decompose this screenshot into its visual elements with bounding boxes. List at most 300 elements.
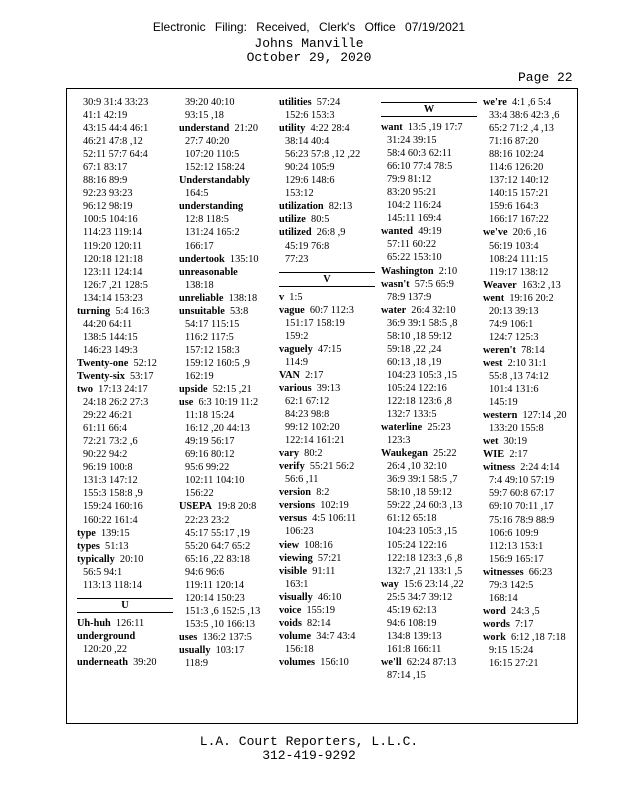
- index-citations: 139:15: [95, 527, 130, 539]
- index-continuation: 138:18: [185, 279, 214, 291]
- index-continuation: 107:20 110:5: [185, 149, 240, 161]
- index-continuation: 122:18 123:3 ,6 ,8: [387, 552, 463, 564]
- index-continuation: 96:12 98:19: [83, 201, 133, 213]
- index-continuation: 88:16 89:9: [83, 175, 128, 187]
- index-entry: [279, 539, 375, 552]
- index-citations: 163:2 ,13: [516, 279, 561, 291]
- index-word: western: [483, 410, 518, 422]
- filing-stamp: Electronic Filing: Received, Clerk's Office 07/19/2021: [152, 20, 466, 34]
- index-continuation: 106:6 109:9: [489, 527, 539, 539]
- index-continuation: 140:15 157:21: [489, 188, 549, 200]
- index-word: water: [381, 304, 407, 316]
- index-citations: 103:17: [210, 644, 245, 656]
- index-entry: [381, 304, 477, 317]
- index-continuation: 24:18 26:2 27:3: [83, 397, 149, 409]
- index-word: Uh-huh: [77, 617, 111, 629]
- index-word: volumes: [279, 656, 316, 668]
- index-word: vague: [279, 304, 305, 316]
- index-word: waterline: [381, 422, 423, 434]
- index-word: underneath: [77, 656, 128, 668]
- index-word: utilization: [279, 201, 324, 213]
- index-continuation: 157:12 158:3: [185, 344, 240, 356]
- index-word: utility: [279, 123, 306, 135]
- index-word: west: [483, 357, 503, 369]
- index-continuation: 156:22: [185, 488, 214, 500]
- index-word: type: [77, 527, 96, 539]
- index-citations: 2:17: [504, 449, 528, 461]
- index-continuation: 114:23 119:14: [83, 227, 143, 239]
- index-continuation: 94:6 108:19: [387, 617, 437, 629]
- index-continuation: 55:20 64:7 65:2: [185, 540, 251, 552]
- index-continuation: 132:7 ,21 133:1 ,5: [387, 565, 463, 577]
- index-continuation: 45:19 76:8: [285, 240, 330, 252]
- index-entry: [179, 396, 275, 409]
- index-entry: [381, 578, 477, 591]
- index-word: Twenty-six: [77, 370, 125, 382]
- index-entry: [279, 304, 375, 317]
- index-column-3: [279, 96, 375, 669]
- index-continuation: 161:8 166:11: [387, 643, 442, 655]
- index-word: uses: [179, 631, 198, 643]
- index-word: typically: [77, 553, 115, 565]
- index-continuation: 168:14: [489, 592, 518, 604]
- index-citations: 25:22: [427, 448, 457, 460]
- index-entry: [279, 512, 375, 525]
- index-continuation: 164:5: [185, 188, 209, 200]
- index-word: we're: [483, 97, 507, 108]
- index-entry: [279, 226, 375, 239]
- index-entry: [279, 447, 375, 460]
- index-citations: 30:19: [498, 436, 528, 448]
- index-entry: [179, 292, 275, 305]
- index-continuation: 120:18 121:18: [83, 253, 143, 265]
- index-word: verify: [279, 461, 305, 473]
- index-word: we'll: [381, 656, 402, 668]
- index-continuation: 12:8 118:5: [185, 214, 229, 226]
- page-number: Page 22: [518, 70, 573, 85]
- index-citations: 39:20: [127, 656, 157, 668]
- index-continuation: 16:12 ,20 44:13: [185, 423, 250, 435]
- index-word: witness: [483, 462, 516, 474]
- index-citations: 2:10 31:1: [502, 357, 547, 369]
- index-continuation: 69:10 70:11 ,17: [489, 501, 554, 513]
- index-word: wasn't: [381, 278, 410, 290]
- index-continuation: 43:15 44:4 46:1: [83, 123, 149, 135]
- index-continuation: 104:2 116:24: [387, 200, 442, 212]
- index-continuation: 151:17 158:19: [285, 317, 345, 329]
- document-date: October 29, 2020: [246, 50, 372, 65]
- index-entry: [179, 644, 275, 657]
- index-entry: [279, 96, 375, 109]
- index-continuation: 90:22 94:2: [83, 449, 128, 461]
- index-continuation: 156:18: [285, 643, 314, 655]
- index-continuation: 30:9 31:4 33:23: [83, 97, 149, 108]
- index-column-4: [381, 96, 477, 682]
- index-continuation: 33:4 38:6 42:3 ,6: [489, 110, 560, 122]
- index-citations: 46:10: [312, 591, 342, 603]
- index-entry: [179, 174, 275, 187]
- index-word: word: [483, 605, 506, 617]
- footer-phone: 312-419-9292: [262, 748, 356, 763]
- index-continuation: 56:6 ,11: [285, 474, 319, 486]
- index-continuation: 92:23 93:23: [83, 188, 133, 200]
- index-continuation: 58:4 60:3 62:11: [387, 148, 452, 160]
- index-continuation: 112:13 153:1: [489, 540, 544, 552]
- index-continuation: 126:7 ,21 128:5: [83, 279, 148, 291]
- index-entry: [77, 617, 173, 630]
- index-citations: 2:17: [299, 369, 324, 381]
- index-word: wet: [483, 436, 499, 448]
- index-column-1: [77, 96, 173, 669]
- index-word: unsuitable: [179, 305, 225, 317]
- index-entry: [483, 448, 579, 461]
- index-continuation: 155:3 158:8 ,9: [83, 488, 143, 500]
- index-word: understand: [179, 123, 230, 135]
- index-word: utilized: [279, 227, 312, 239]
- index-entry: [179, 253, 275, 266]
- index-word: visible: [279, 565, 308, 577]
- index-continuation: 132:7 133:5: [387, 409, 437, 421]
- index-continuation: 78:9 137:9: [387, 291, 432, 303]
- index-entry: [279, 382, 375, 395]
- index-entry: [483, 279, 579, 292]
- index-citations: 2:10: [433, 265, 458, 277]
- index-citations: 51:13: [99, 540, 129, 552]
- index-citations: 80:2: [299, 448, 323, 460]
- index-continuation: 134:14 153:23: [83, 292, 143, 304]
- index-continuation: 153:12: [285, 188, 314, 200]
- index-continuation: 119:20 120:11: [83, 240, 143, 252]
- index-continuation: 7:4 49:10 57:19: [489, 475, 555, 487]
- index-citations: 53:8: [224, 305, 249, 317]
- index-continuation: 133:20 155:8: [489, 423, 544, 435]
- index-entry: [77, 383, 173, 396]
- index-continuation: 145:11 169:4: [387, 213, 442, 225]
- index-continuation: 54:17 115:15: [185, 318, 240, 330]
- index-word: USEPA: [179, 501, 212, 513]
- index-continuation: 152:6 153:3: [285, 110, 335, 122]
- index-citations: 17:13 24:17: [93, 384, 148, 396]
- index-word: voice: [279, 604, 302, 616]
- index-citations: 60:7 112:3: [304, 304, 354, 316]
- index-word: utilities: [279, 97, 312, 108]
- index-continuation: 105:24 122:16: [387, 539, 447, 551]
- index-citations: 52:15 ,21: [207, 384, 252, 396]
- index-continuation: 137:12 140:12: [489, 175, 549, 187]
- index-continuation: 45:17 55:17 ,19: [185, 527, 250, 539]
- index-continuation: 104:23 105:3 ,15: [387, 369, 458, 381]
- index-citations: 155:19: [301, 604, 336, 616]
- index-citations: 47:15: [312, 343, 342, 355]
- index-continuation: 159:2: [285, 330, 309, 342]
- index-entry: [279, 630, 375, 643]
- index-word: Waukegan: [381, 448, 428, 460]
- index-citations: 1:5: [284, 291, 303, 303]
- index-entry: [381, 656, 477, 669]
- index-word: weren't: [483, 344, 516, 356]
- index-continuation: 67:1 83:17: [83, 162, 128, 174]
- index-entry: [179, 383, 275, 396]
- index-entry: [77, 370, 173, 383]
- index-word: version: [279, 487, 312, 499]
- index-word: voids: [279, 617, 302, 629]
- index-word: words: [483, 618, 510, 630]
- index-citations: 62:24 87:13: [401, 656, 457, 668]
- index-continuation: 57:11 60:22: [387, 239, 437, 251]
- index-citations: 53:17: [124, 370, 154, 382]
- index-citations: 57:24: [311, 97, 341, 108]
- index-citations: 52:12: [128, 357, 157, 369]
- index-entry: [483, 344, 579, 357]
- index-word: we've: [483, 227, 508, 239]
- index-citations: 34:7 43:4: [311, 630, 356, 642]
- index-entry: [279, 617, 375, 630]
- index-continuation: 45:19 62:13: [387, 604, 437, 616]
- index-word: turning: [77, 305, 111, 317]
- index-continuation: 124:7 125:3: [489, 331, 539, 343]
- index-continuation: 62:1 67:12: [285, 395, 330, 407]
- index-continuation: 36:9 39:1 58:5 ,8: [387, 317, 458, 329]
- index-continuation: 71:16 87:20: [489, 136, 539, 148]
- index-continuation: 58:10 ,18 59:12: [387, 487, 452, 499]
- index-continuation: 101:4 131:6: [489, 384, 539, 396]
- index-word: versus: [279, 513, 308, 525]
- index-continuation: 163:1: [285, 578, 309, 590]
- index-citations: 66:23: [523, 566, 553, 578]
- index-entry: [483, 357, 579, 370]
- index-continuation: 99:12 102:20: [285, 422, 340, 434]
- index-entry: [279, 369, 375, 382]
- index-word: Washington: [381, 265, 434, 277]
- index-entry: [483, 96, 579, 109]
- index-word: understanding: [179, 201, 244, 213]
- index-continuation: 46:21 47:8 ,12: [83, 136, 143, 148]
- index-continuation: 39:20 40:10: [185, 97, 235, 108]
- index-entry: [483, 566, 579, 579]
- index-continuation: 65:22 153:10: [387, 252, 442, 264]
- index-continuation: 160:22 161:4: [83, 514, 138, 526]
- index-word: vaguely: [279, 343, 313, 355]
- index-citations: 26:4 32:10: [406, 304, 456, 316]
- index-continuation: 72:21 73:2 ,6: [83, 436, 138, 448]
- index-continuation: 56:19 103:4: [489, 240, 539, 252]
- index-continuation: 55:8 ,13 74:12: [489, 370, 549, 382]
- index-citations: 49:19: [413, 226, 442, 238]
- index-word: Twenty-one: [77, 357, 129, 369]
- section-letter: U: [77, 598, 173, 613]
- index-continuation: 74:9 106:1: [489, 318, 534, 330]
- index-continuation: 26:4 ,10 32:10: [387, 461, 447, 473]
- document-title: Johns Manville: [254, 36, 364, 51]
- index-continuation: 119:17 138:12: [489, 266, 549, 278]
- index-citations: 80:5: [305, 214, 330, 226]
- index-entry: [279, 604, 375, 617]
- index-entry: [77, 527, 173, 540]
- index-continuation: 106:23: [285, 526, 314, 538]
- index-continuation: 59:7 60:8 67:17: [489, 488, 555, 500]
- index-continuation: 77:23: [285, 253, 309, 265]
- index-continuation: 122:14 161:21: [285, 435, 345, 447]
- index-continuation: 159:24 160:16: [83, 501, 143, 513]
- index-word: witnesses: [483, 566, 524, 578]
- index-continuation: 56:23 57:8 ,12 ,22: [285, 149, 361, 161]
- index-citations: 4:22 28:4: [305, 123, 350, 135]
- index-continuation: 95:6 99:22: [185, 462, 230, 474]
- section-letter: W: [381, 102, 477, 117]
- index-continuation: 61:12 65:18: [387, 513, 437, 525]
- index-continuation: 58:10 ,18 59:12: [387, 330, 452, 342]
- index-continuation: 60:13 ,18 ,19: [387, 356, 442, 368]
- index-continuation: 44:20 64:11: [83, 318, 133, 330]
- index-continuation: 151:3 ,6 152:5 ,13: [185, 605, 261, 617]
- index-citations: 39:13: [311, 382, 341, 394]
- index-word: want: [381, 122, 403, 133]
- index-continuation: 16:15 27:21: [489, 658, 539, 670]
- index-entry: [279, 499, 375, 512]
- index-continuation: 122:18 123:6 ,8: [387, 395, 452, 407]
- index-word: wanted: [381, 226, 414, 238]
- index-citations: 57:21: [312, 552, 342, 564]
- index-continuation: 123:11 124:14: [83, 266, 143, 278]
- index-citations: 108:16: [299, 539, 333, 551]
- index-entry: [77, 305, 173, 318]
- index-citations: 136:2 137:5: [197, 631, 252, 643]
- index-continuation: 162:19: [185, 370, 214, 382]
- index-continuation: 25:5 34:7 39:12: [387, 591, 453, 603]
- index-continuation: 52:11 57:7 64:4: [83, 149, 148, 161]
- index-continuation: 138:5 144:15: [83, 331, 138, 343]
- index-entry: [279, 291, 375, 304]
- index-continuation: 11:18 15:24: [185, 410, 235, 422]
- index-word: Understandably: [179, 175, 250, 187]
- index-citations: 8:2: [311, 487, 330, 499]
- index-entry: [279, 565, 375, 578]
- index-continuation: 96:19 100:8: [83, 462, 133, 474]
- index-citations: 55:21 56:2: [304, 461, 355, 473]
- index-continuation: 159:12 160:5 ,9: [185, 357, 250, 369]
- index-word: various: [279, 382, 312, 394]
- index-entry: [279, 486, 375, 499]
- index-continuation: 120:20 ,22: [83, 643, 128, 655]
- index-continuation: 41:1 42:19: [83, 110, 128, 122]
- index-continuation: 159:6 164:3: [489, 201, 539, 213]
- index-entry: [77, 630, 173, 643]
- index-continuation: 79:9 81:12: [387, 174, 432, 186]
- index-citations: 126:11: [110, 617, 145, 629]
- index-continuation: 129:6 148:6: [285, 175, 335, 187]
- index-continuation: 22:23 23:2: [185, 514, 230, 526]
- index-continuation: 114:6 126:20: [489, 162, 544, 174]
- index-continuation: 88:16 102:24: [489, 149, 544, 161]
- index-entry: [179, 200, 275, 213]
- index-entry: [483, 605, 579, 618]
- index-entry: [179, 305, 275, 318]
- index-entry: [279, 591, 375, 604]
- index-continuation: 100:5 104:16: [83, 214, 138, 226]
- index-citations: 127:14 ,20: [517, 410, 567, 422]
- index-citations: 102:19: [315, 500, 349, 512]
- index-entry: [483, 226, 579, 239]
- index-citations: 2:24 4:14: [515, 462, 560, 474]
- index-citations: 138:18: [223, 292, 258, 304]
- index-continuation: 113:13 118:14: [83, 579, 143, 591]
- index-citations: 6:12 ,18 7:18: [505, 631, 566, 643]
- index-entry: [77, 357, 173, 370]
- index-citations: 82:13: [323, 201, 353, 213]
- index-continuation: 166:17: [185, 240, 214, 252]
- index-continuation: 104:23 105:3 ,15: [387, 526, 458, 538]
- index-continuation: 59:18 ,22 ,24: [387, 343, 442, 355]
- index-continuation: 114:9: [285, 356, 309, 368]
- index-citations: 21:20: [229, 123, 258, 135]
- index-citations: 24:3 ,5: [505, 605, 540, 617]
- index-citations: 5:4 16:3: [110, 305, 150, 317]
- index-word: viewing: [279, 552, 313, 564]
- index-word: v: [279, 291, 285, 303]
- index-entry: [483, 461, 579, 474]
- section-letter: V: [279, 272, 375, 287]
- index-continuation: 120:14 150:23: [185, 592, 245, 604]
- index-entry: [279, 552, 375, 565]
- index-entry: [179, 122, 275, 135]
- index-continuation: 61:11 66:4: [83, 423, 127, 435]
- index-word: went: [483, 292, 505, 304]
- index-citations: 6:3 10:19 11:2: [193, 397, 259, 409]
- index-citations: 20:10: [114, 553, 144, 565]
- index-continuation: 152:12 158:24: [185, 162, 245, 174]
- index-word: use: [179, 397, 194, 409]
- index-entry: [483, 435, 579, 448]
- index-citations: 25:23: [422, 422, 451, 434]
- index-word: VAN: [279, 369, 300, 381]
- index-word: vary: [279, 448, 300, 460]
- index-citations: 156:10: [315, 656, 349, 668]
- index-continuation: 49:19 56:17: [185, 436, 235, 448]
- index-entry: [381, 447, 477, 460]
- index-continuation: 65:16 ,22 83:18: [185, 553, 250, 565]
- index-entry: [381, 278, 477, 291]
- index-citations: 20:6 ,16: [507, 227, 547, 239]
- index-continuation: 90:24 105:9: [285, 162, 335, 174]
- index-entry: [77, 656, 173, 669]
- index-word: unreliable: [179, 292, 224, 304]
- index-word: unreasonable: [179, 266, 238, 278]
- index-citations: 19:16 20:2: [504, 292, 554, 304]
- index-continuation: 116:2 117:5: [185, 331, 234, 343]
- index-continuation: 83:20 95:21: [387, 187, 437, 199]
- index-word: view: [279, 539, 300, 551]
- index-continuation: 29:22 46:21: [83, 410, 133, 422]
- index-continuation: 108:24 111:15: [489, 253, 549, 265]
- index-word: versions: [279, 500, 316, 512]
- index-column-2: [179, 96, 275, 670]
- index-entry: [77, 553, 173, 566]
- index-continuation: 36:9 39:1 58:5 ,7: [387, 474, 458, 486]
- index-continuation: 9:15 15:24: [489, 644, 534, 656]
- index-citations: 91:11: [307, 565, 336, 577]
- index-entry: [279, 656, 375, 669]
- index-word: upside: [179, 384, 208, 396]
- index-continuation: 105:24 122:16: [387, 382, 447, 394]
- index-continuation: 59:22 ,24 60:3 ,13: [387, 500, 463, 512]
- index-continuation: 131:24 165:2: [185, 227, 240, 239]
- index-continuation: 93:15 ,18: [185, 110, 224, 122]
- index-entry: [279, 460, 375, 473]
- index-entry: [483, 292, 579, 305]
- index-word: undertook: [179, 253, 225, 265]
- index-continuation: 31:24 39:15: [387, 135, 437, 147]
- index-citations: 15:6 23:14 ,22: [398, 578, 464, 590]
